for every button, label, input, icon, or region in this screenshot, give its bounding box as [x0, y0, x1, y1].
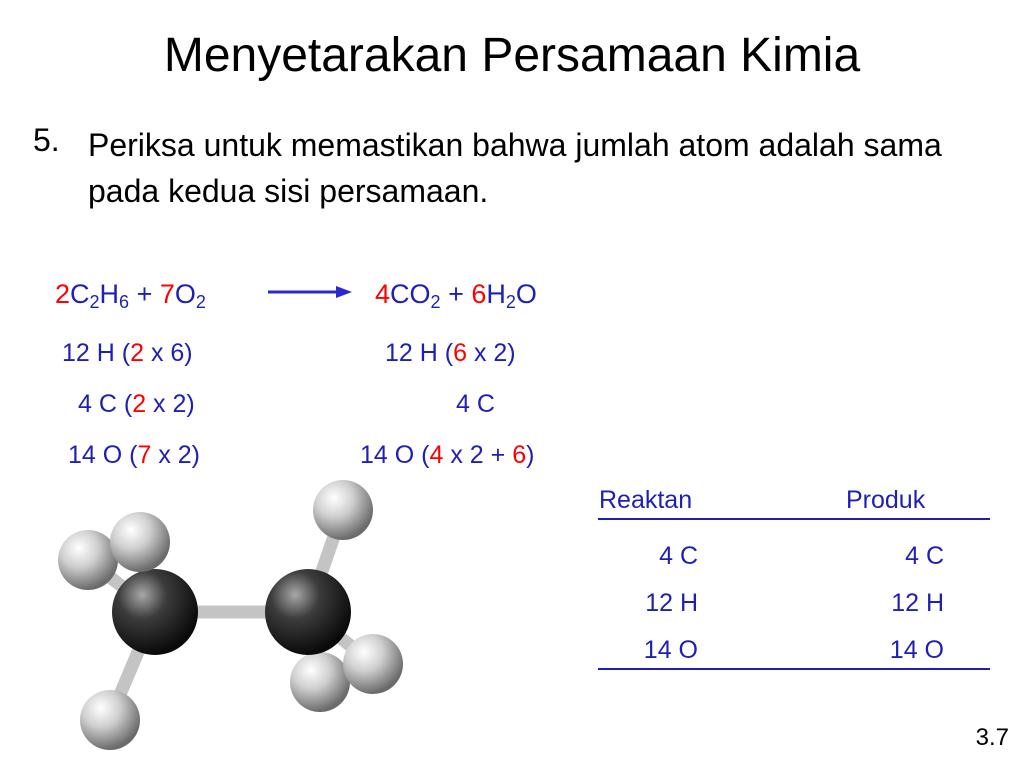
right-count-c — [456, 390, 495, 419]
reactant-sub-c: 2 — [89, 292, 100, 312]
reactant-formula-c: C — [70, 279, 90, 309]
right-count-h — [385, 339, 516, 368]
ethane-molecule-icon — [38, 470, 428, 768]
table-cell: 14 O — [643, 636, 698, 664]
table-header-rule — [598, 518, 990, 520]
reactant-sub-o: 2 — [195, 292, 206, 312]
count-text: 12 H ( — [62, 339, 131, 367]
table-header-reactants: Reaktan — [599, 486, 693, 514]
table-footer-rule — [598, 668, 990, 670]
hydrogen-atom — [110, 512, 170, 572]
count-coef: 2 — [132, 390, 147, 418]
count-text: x 2) — [467, 339, 516, 367]
product-coef-water: 6 — [471, 279, 487, 309]
hydrogen-atom — [58, 530, 118, 590]
equation-products — [375, 279, 537, 310]
reactant-plus: + — [136, 279, 153, 309]
count-text: x 6) — [144, 339, 193, 367]
count-text: ) — [526, 441, 535, 469]
table-header-products: Produk — [846, 486, 926, 514]
count-text: x 2) — [146, 390, 195, 418]
count-text: 4 C ( — [78, 390, 133, 418]
slide-number: 3.7 — [975, 724, 1009, 751]
reactant-formula-h: H — [99, 279, 120, 309]
hydrogen-atom — [80, 690, 140, 750]
count-text: x 2 + — [443, 441, 513, 469]
table-cell: 4 C — [659, 542, 698, 570]
count-coef: 2 — [130, 339, 144, 367]
hydrogen-atom — [290, 652, 350, 712]
hydrogen-atom — [343, 634, 403, 694]
count-coef: 6 — [512, 441, 527, 469]
hydrogen-atom — [313, 480, 373, 540]
left-count-c — [78, 390, 195, 419]
reactant-formula-o: O — [174, 279, 196, 309]
product-formula-h: H — [486, 279, 506, 309]
count-coef: 7 — [137, 441, 152, 469]
product-formula-o: O — [515, 279, 537, 309]
count-coef: 4 — [429, 441, 444, 469]
reactant-coef-ethane: 2 — [55, 279, 71, 309]
carbon-atom — [265, 569, 351, 655]
reaction-arrow-icon — [266, 282, 356, 302]
carbon-atom — [112, 569, 198, 655]
table-cell: 14 O — [889, 636, 944, 664]
step-number: 5. — [33, 122, 60, 158]
table-cell: 12 H — [645, 589, 698, 617]
reactant-sub-h: 6 — [119, 292, 130, 312]
product-plus: + — [448, 279, 464, 309]
count-text: 14 O ( — [360, 441, 430, 469]
step-text: Periksa untuk memastikan bahwa jumlah atom adalah sama pada kedua sisi persamaan. — [88, 127, 942, 209]
count-text: 4 C — [456, 390, 495, 418]
count-text: 12 H ( — [385, 339, 454, 367]
product-sub-co: 2 — [430, 292, 441, 312]
product-formula-co: CO — [390, 279, 431, 309]
reactant-coef-oxygen: 7 — [159, 279, 175, 309]
right-count-o — [360, 441, 534, 470]
product-sub-h: 2 — [505, 292, 516, 312]
product-coef-co2: 4 — [375, 279, 391, 309]
count-text: 14 O ( — [68, 441, 138, 469]
left-count-o — [68, 441, 200, 470]
table-cell: 12 H — [891, 589, 944, 617]
slide-title: Menyetarakan Persamaan Kimia — [163, 29, 861, 82]
count-text: x 2) — [151, 441, 201, 469]
left-count-h — [62, 339, 193, 368]
equation-reactants — [55, 279, 206, 310]
count-coef: 6 — [453, 339, 467, 367]
table-cell: 4 C — [905, 542, 944, 570]
